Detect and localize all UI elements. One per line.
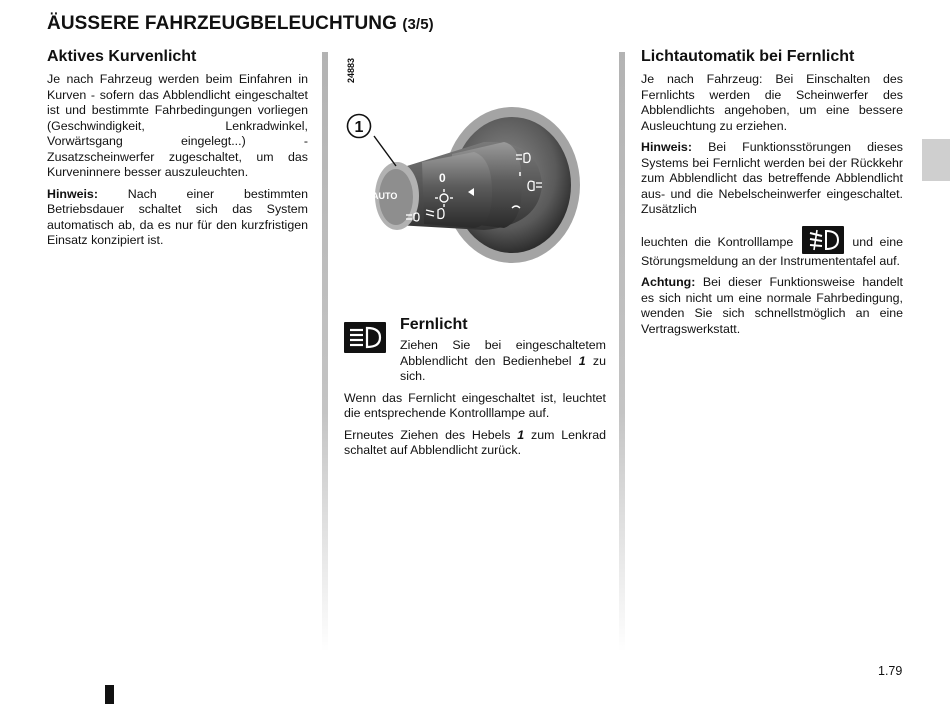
lichtautomatik-achtung bbox=[641, 275, 903, 337]
left-column bbox=[47, 48, 308, 255]
hinweis-text-right: Bei Funktionsstörungen dieses Systems bei Fernlicht werden bei der Rückkehr zum Abblendlicht das betreffende Abblendlicht aus- und die Nebelscheinwerfer eingeschaltet. Zusätzlich bbox=[641, 140, 903, 216]
page-title bbox=[47, 13, 434, 35]
lichtautomatik-lamp-line bbox=[641, 226, 903, 270]
heading-aktives-kurvenlicht: Aktives Kurvenlicht bbox=[47, 48, 197, 65]
lichtautomatik-hinweis bbox=[641, 140, 903, 218]
column-divider-right bbox=[619, 52, 625, 652]
ring-knob-front bbox=[422, 152, 492, 228]
hinweis-label-right: Hinweis: bbox=[641, 140, 692, 154]
page-number: 1.79 bbox=[878, 664, 903, 678]
hinweis-label: Hinweis: bbox=[47, 186, 98, 201]
hinweis-text: Nach einer bestimmten Betriebsdauer schaltet sich das System automatisch ab, da es nur für den kurzfristigen Einsatz konzipiert ist. bbox=[47, 186, 308, 247]
fernlicht-p1-text-a: Ziehen Sie bei eingeschaltetem Abblendlicht den Bedienhebel bbox=[400, 338, 606, 368]
middle-column bbox=[344, 316, 606, 465]
callout-leader bbox=[374, 136, 396, 166]
fault-lamp-icon bbox=[802, 226, 844, 254]
page-title-main: ÄUSSERE FAHRZEUGBELEUCHTUNG bbox=[47, 13, 397, 34]
right-column bbox=[641, 48, 903, 343]
lamp-text-b: und eine Störungsmeldung an der Instrumententafel auf. bbox=[641, 234, 903, 268]
fernlicht-p3-text-b: zum Lenkrad schaltet auf Abblendlicht zurück. bbox=[344, 427, 606, 457]
fernlicht-p3-text-a: Erneutes Ziehen des Hebels bbox=[344, 427, 518, 442]
fernlicht-p1-text-b: zu sich. bbox=[400, 353, 606, 383]
kurvenlicht-hinweis bbox=[47, 187, 308, 249]
lichtautomatik-paragraph-1: Je nach Fahrzeug: Bei Einschalten des Fernlichts werden die Scheinwerfer des Abblendlichts angehoben, um eine bessere Ausleuchtung zu erziehen. bbox=[641, 72, 903, 133]
fernlicht-paragraph-3 bbox=[344, 428, 606, 459]
label-auto: AUTO bbox=[372, 191, 398, 201]
column-divider-left bbox=[322, 52, 328, 652]
figure-code: 24883 bbox=[346, 58, 356, 84]
heading-fernlicht: Fernlicht bbox=[400, 316, 468, 333]
high-beam-icon bbox=[344, 322, 386, 353]
label-zero: 0 bbox=[439, 171, 446, 185]
chapter-side-tab bbox=[922, 139, 950, 181]
page-title-suffix: (3/5) bbox=[402, 16, 434, 33]
lever-reference-2: 1 bbox=[517, 427, 525, 442]
callout-number: 1 bbox=[354, 119, 364, 136]
kurvenlicht-paragraph: Je nach Fahrzeug werden beim Einfahren in Kurven - sofern das Abblendlicht eingeschaltet ist und bestimmte Fahrbedingungen vorliegen (Geschwindigkeit, Lenkradwinkel, Vorwärtsgang eingelegt...) - Zusatzscheinwerfer zugeschaltet, um das Kurveninnere besser auszuleuchten. bbox=[47, 72, 308, 179]
heading-lichtautomatik: Lichtautomatik bei Fernlicht bbox=[641, 48, 855, 65]
achtung-label: Achtung: bbox=[641, 275, 696, 289]
fernlicht-block bbox=[344, 316, 606, 385]
achtung-text: Bei dieser Funktionsweise handelt es sich nicht um eine normale Fahrbedingung, wenden Sie sich schnellstmöglich an eine Vertragswerkstatt. bbox=[641, 275, 903, 336]
fernlicht-paragraph-1 bbox=[400, 338, 606, 385]
corner-mark bbox=[105, 685, 114, 704]
light-switch-illustration bbox=[334, 100, 594, 300]
lamp-text-a: leuchten die Kontrolllampe bbox=[641, 234, 794, 249]
lever-reference: 1 bbox=[578, 353, 586, 368]
fernlicht-paragraph-2: Wenn das Fernlicht eingeschaltet ist, leuchtet die entsprechende Kontrolllampe auf. bbox=[344, 390, 606, 420]
